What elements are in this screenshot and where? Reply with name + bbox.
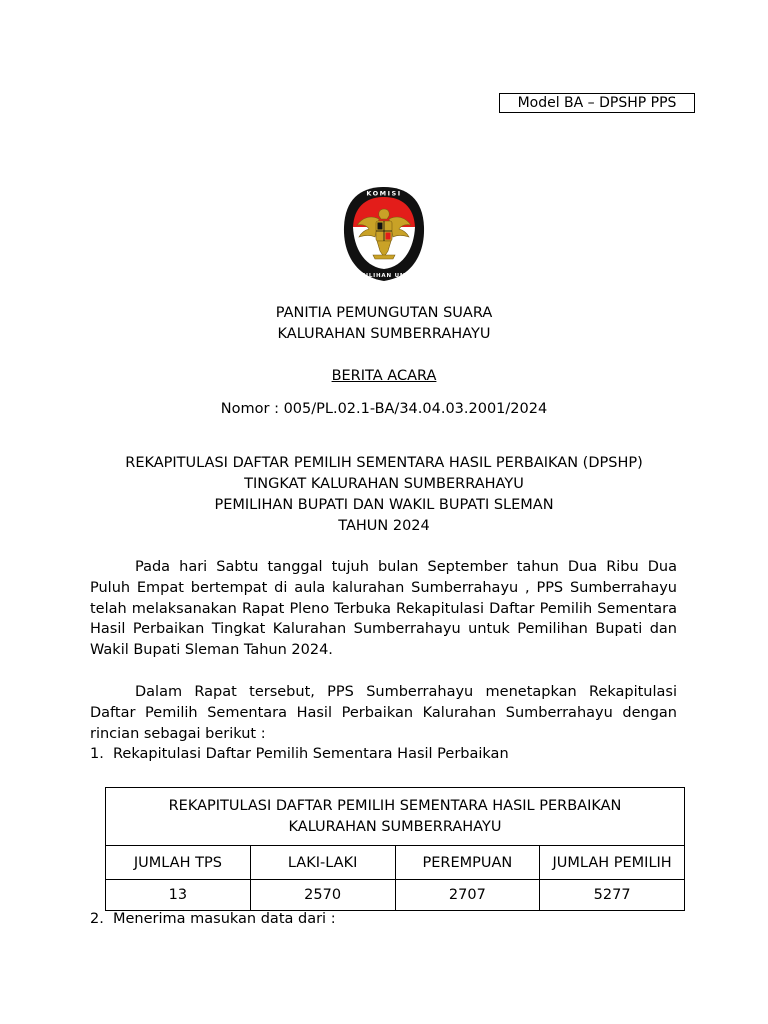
kpu-logo xyxy=(341,185,427,283)
table-title-line-2: KALURAHAN SUMBERRAHAYU xyxy=(288,818,502,835)
document-number: Nomor : 005/PL.02.1-BA/34.04.03.2001/2024 xyxy=(220,401,548,417)
model-label-box xyxy=(499,93,695,113)
list-item-text: Menerima masukan data dari : xyxy=(113,911,336,927)
model-label: Model BA – DPSHP PPS xyxy=(517,95,677,111)
value-perempuan: 2707 xyxy=(395,880,540,911)
list-item-text: Rekapitulasi Daftar Pemilih Sementara Hasil Perbaikan xyxy=(113,746,509,762)
logo-bottom-text: PEMILIHAN UMUM xyxy=(350,273,418,279)
value-laki-laki: 2570 xyxy=(250,880,395,911)
recap-table xyxy=(105,787,685,911)
logo-top-text: KOMISI xyxy=(366,189,402,198)
value-jumlah-pemilih: 5277 xyxy=(540,880,685,911)
paragraph-opening-text: Pada hari Sabtu tanggal tujuh bulan September tahun Dua Ribu Dua Puluh Empat bertempat di aula kalurahan Sumberrahayu , PPS Sumberrahayu telah melaksanakan Rapat Pleno Terbuka Rekapitulasi Daftar Pemilih Sementara Hasil Perbaikan Tingkat Kalurahan Sumberrahayu untuk Pemilihan Bupati dan Wakil Bupati Sleman Tahun 2024. xyxy=(90,559,677,659)
list-item-number: 1. xyxy=(90,746,104,762)
document-title: BERITA ACARA xyxy=(331,368,437,384)
paragraph-decision xyxy=(90,682,677,744)
subject-heading xyxy=(0,453,768,537)
subject-line-3: PEMILIHAN BUPATI DAN WAKIL BUPATI SLEMAN xyxy=(214,497,554,513)
subject-line-2: TINGKAT KALURAHAN SUMBERRAHAYU xyxy=(244,476,524,492)
header-jumlah-pemilih: JUMLAH PEMILIH xyxy=(540,846,685,880)
list-item-1 xyxy=(90,744,509,765)
table-row xyxy=(106,880,685,911)
value-jumlah-tps: 13 xyxy=(106,880,251,911)
header-jumlah-tps: JUMLAH TPS xyxy=(106,846,251,880)
list-item-number: 2. xyxy=(90,911,104,927)
committee-header xyxy=(0,303,768,345)
paragraph-decision-text: Dalam Rapat tersebut, PPS Sumberrahayu menetapkan Rekapitulasi Daftar Pemilih Sementara Hasil Perbaikan Kalurahan Sumberrahayu dengan rincian sebagai berikut : xyxy=(90,684,677,742)
village-name: KALURAHAN SUMBERRAHAYU xyxy=(277,326,491,342)
table-title-row xyxy=(106,788,685,846)
paragraph-opening xyxy=(90,557,677,661)
header-laki-laki: LAKI-LAKI xyxy=(250,846,395,880)
table-title-cell xyxy=(106,788,685,846)
header-perempuan: PEREMPUAN xyxy=(395,846,540,880)
list-item-2 xyxy=(90,909,336,930)
table-title-line-1: REKAPITULASI DAFTAR PEMILIH SEMENTARA HASIL PERBAIKAN xyxy=(168,797,622,814)
table-header-row xyxy=(106,846,685,880)
subject-line-4: TAHUN 2024 xyxy=(338,518,430,534)
committee-name: PANITIA PEMUNGUTAN SUARA xyxy=(275,305,493,321)
subject-line-1: REKAPITULASI DAFTAR PEMILIH SEMENTARA HASIL PERBAIKAN (DPSHP) xyxy=(125,455,643,471)
